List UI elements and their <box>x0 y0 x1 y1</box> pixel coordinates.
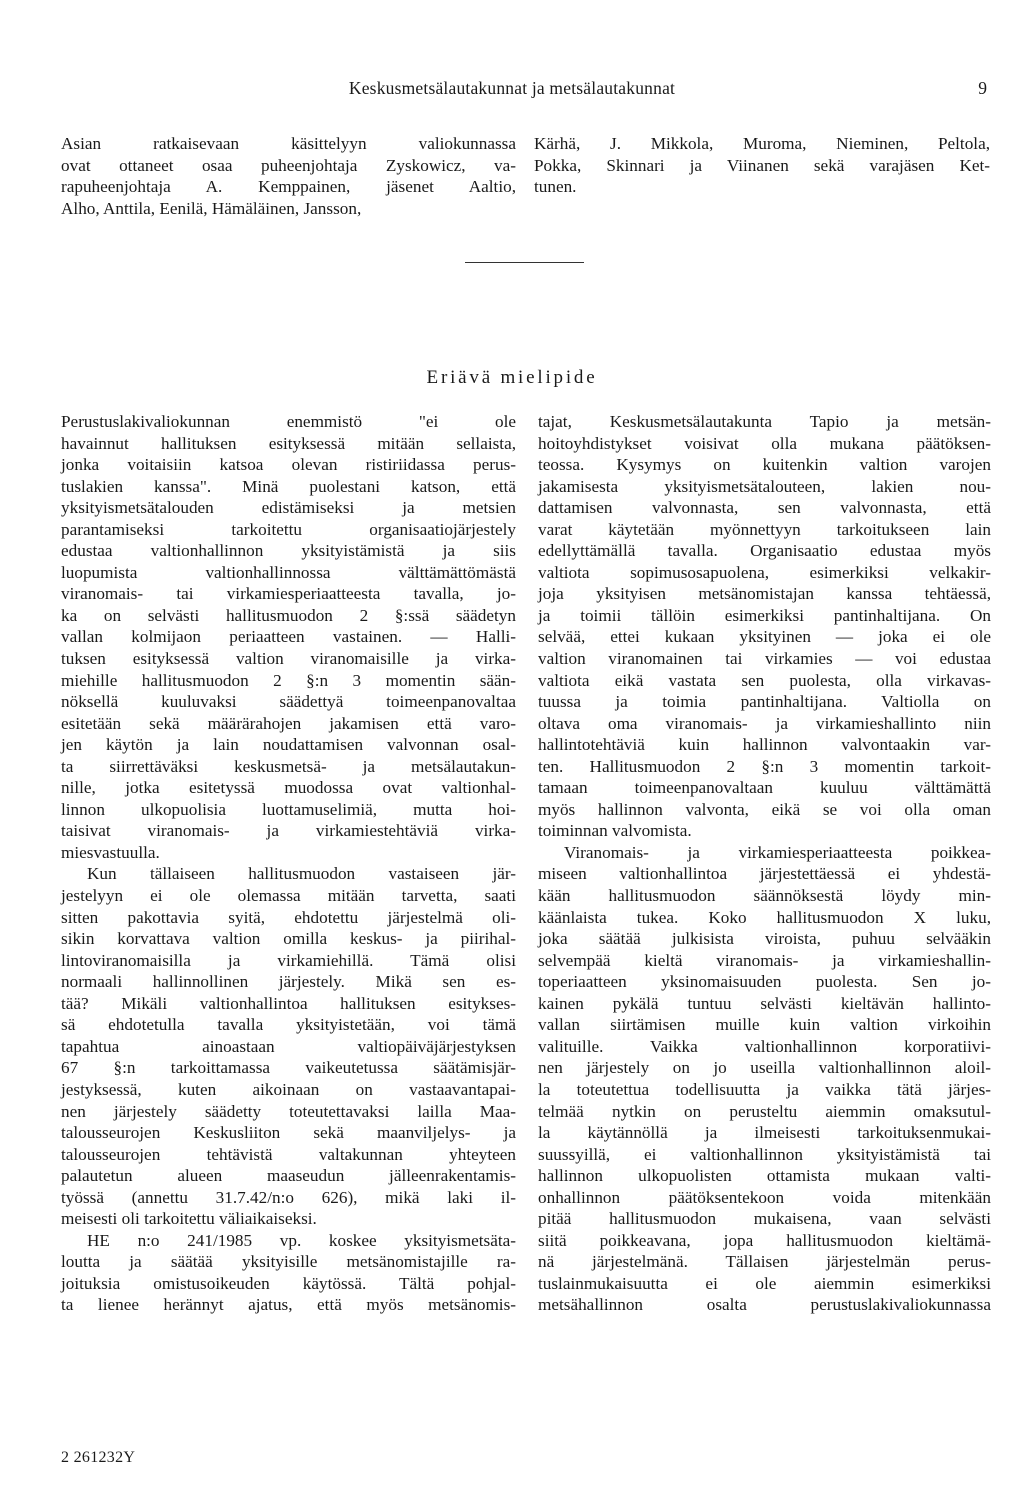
text-line: Asian ratkaisevaan käsittelyyn valiokunnassa <box>61 134 516 153</box>
text-line: jestyksessä, kuten aikoinaan on vastaavantapai- <box>61 1079 516 1099</box>
text-line: ka on selvästi hallitusmuodon 2 §:ssä säädetyn <box>61 605 516 625</box>
text-line: jakamisesta yksityismetsätalouteen, lakien nou- <box>538 476 991 496</box>
text-line: nä järjestelmänä. Tällaisen järjestelmän perus- <box>538 1252 991 1272</box>
text-line: nen järjestely säädetty toteutettavaksi lailla Maa- <box>61 1101 516 1121</box>
intro-right-column <box>534 133 990 198</box>
text-line: joituksia omistusoikeuden käytössä. Tältä pohjal- <box>61 1273 516 1293</box>
text-line: havainnut hallituksen esityksessä mitään sellaista, <box>61 433 516 453</box>
text-line: tamaan toimeenpanovaltaan kuuluu välttämättä <box>538 778 991 798</box>
text-line: HE n:o 241/1985 vp. koskee yksityismetsäta- <box>87 1230 516 1250</box>
text-line: rapuheenjohtaja A. Kemppainen, jäsenet Aaltio, <box>61 177 516 197</box>
text-line: luopumista valtionhallinnossa välttämättömästä <box>61 562 516 582</box>
text-line: varat käytetään myönnettyyn tarkoitukseen lain <box>538 519 991 539</box>
text-line: edustaa valtionhallinnon yksityistämistä ja siis <box>61 541 516 561</box>
text-line: suussyillä, ei valtionhallinnon yksityistämistä tai <box>538 1144 991 1164</box>
text-line: miesvastuulla. <box>61 842 160 862</box>
text-line: viranomais- tai virkamiesperiaatteesta tavalla, jo- <box>61 584 516 604</box>
text-line: tuslakien kanssa". Minä puolestani katson, että <box>61 476 516 496</box>
text-line: yksityismetsätalouden edistämiseksi ja metsien <box>61 498 516 518</box>
text-line: hallintotehtäviä kuin hallinnon valvontaakin var- <box>538 735 991 755</box>
text-line: tuslainmukaisuutta ei ole aiemmin esimerkiksi <box>538 1273 991 1293</box>
text-line: sä ehdotetulla tavalla yksityistetään, voi tämä <box>61 1015 516 1035</box>
text-line: kään hallitusmuodon säännöksestä löydy min- <box>538 886 991 906</box>
running-title: Keskusmetsälautakunnat ja metsälautakunnat <box>348 78 676 98</box>
text-line: talousseurojen tehtävistä valtakunnan yhteyteen <box>61 1144 516 1164</box>
text-line: siitä poikkeavana, jopa hallitusmuodon kieltämä- <box>538 1230 991 1250</box>
text-line: linnon ulkopuolisia luottamuselimiä, mutta hoi- <box>61 799 516 819</box>
text-line: tajat, Keskusmetsälautakunta Tapio ja metsän- <box>538 412 991 431</box>
text-line: hoitoyhdistykset voisivat olla mukana päätöksen- <box>538 433 991 453</box>
text-line: meisesti oli tarkoitettu väliaikaiseksi. <box>61 1209 317 1229</box>
text-line: miseen valtionhallintoa järjestettäessä ei yhdestä- <box>538 864 991 884</box>
text-line: joja yksityisen metsänomistajan kanssa tehtäessä, <box>538 584 991 604</box>
text-line: ten. Hallitusmuodon 2 §:n 3 momentin tarkoit- <box>538 756 991 776</box>
text-line: nöksellä kuuluvaksi säädettyä toimeenpanovaltaa <box>61 692 516 712</box>
text-line: nille, jotka esitetyssä muodossa ovat valtionhal- <box>61 778 516 798</box>
page-number: 9 <box>978 78 987 98</box>
text-line: valtiota sopimusosapuolena, esimerkiksi velkakir- <box>538 562 991 582</box>
text-line: parantamiseksi tarkoitettu organisaatiojärjestely <box>61 519 516 539</box>
text-line: valtiota eikä vastata sen puolesta, olla virkavas- <box>538 670 991 690</box>
text-line: pitää hallitusmuodon mukaisena, vaan selvästi <box>538 1209 991 1229</box>
text-line: Perustuslakivaliokunnan enemmistö "ei ole <box>61 412 516 431</box>
text-line: joka säätää julkisista viroista, puhuu selvääkin <box>538 929 991 949</box>
text-line: loutta ja säätää yksityisille metsänomistajille ra- <box>61 1252 516 1272</box>
text-line: tuksen esityksessä valtion viranomaisille ja virka- <box>61 649 516 669</box>
text-line: lintoviranomaisilla ja virkamiehillä. Tämä olisi <box>61 950 516 970</box>
text-line: dattamisen valvonnasta, sen valvonnasta, että <box>538 498 991 518</box>
text-line: myös hallinnon valvonta, eikä se voi olla oman <box>538 799 991 819</box>
text-line: ta siirrettäväksi keskusmetsä- ja metsälautakun- <box>61 756 516 776</box>
text-line: vallan siirtämisen muille kuin valtion virkoihin <box>538 1015 991 1035</box>
text-line: työssä (annettu 31.7.42/n:o 626), mikä laki il- <box>61 1187 516 1207</box>
text-line: ta lienee herännyt ajatus, että myös metsänomis- <box>61 1295 516 1315</box>
text-line: jestelyyn ei ole olemassa mitään tarvetta, saati <box>61 886 516 906</box>
text-line: 67 §:n tarkoittamassa vaikeutetussa säätämisjär- <box>61 1058 516 1078</box>
print-signature: 2 261232Y <box>61 1449 136 1466</box>
text-line: jen käytön ja lain noudattamisen valvonnan osal- <box>61 735 516 755</box>
text-line: taisivat viranomais- ja virkamiestehtäviä virka- <box>61 821 516 841</box>
text-line: tunen. <box>534 177 577 197</box>
text-line: vallan kolmijaon periaatteen vastainen. — Halli- <box>61 627 516 647</box>
text-line: toiminnan valvomista. <box>538 821 692 841</box>
text-line: esitetään sekä määrärahojen jakamisen että varo- <box>61 713 516 733</box>
text-line: käänlaista tukea. Koko hallitusmuodon X luku, <box>538 907 991 927</box>
text-line: metsähallinnon osalta perustuslakivaliokunnassa <box>538 1295 991 1315</box>
text-line: ovat ottaneet osaa puheenjohtaja Zyskowicz, va- <box>61 155 516 175</box>
text-line: Kun tällaiseen hallitusmuodon vastaiseen jär- <box>87 864 516 884</box>
text-line: normaali hallinnollinen järjestely. Mikä sen es- <box>61 972 516 992</box>
text-line: teossa. Kysymys on kuitenkin valtion varojen <box>538 455 991 475</box>
text-line: sikin korvattava valtion omilla keskus- ja piirihal- <box>61 929 516 949</box>
text-line: valituille. Vaikka valtionhallinnon korporatiivi- <box>538 1036 991 1056</box>
text-line: jonka voitaisiin katsoa olevan ristiriidassa perus- <box>61 455 516 475</box>
text-line: onhallinnon päätöksentekoon voida mitenkään <box>538 1187 991 1207</box>
text-line: palautetun alueen maaseudun jälleenrakentamis- <box>61 1166 516 1186</box>
text-line: ja toimii tällöin esimerkiksi pantinhaltijana. On <box>538 605 991 625</box>
text-line: Kärhä, J. Mikkola, Muroma, Nieminen, Peltola, <box>534 134 990 153</box>
text-line: oltava oma viranomais- ja virkamieshallinto niin <box>538 713 991 733</box>
text-line: kainen pykälä tuntuu selvästi kieltävän hallinto- <box>538 993 991 1013</box>
text-line: tapahtua ainoastaan valtiopäiväjärjestyksen <box>61 1036 516 1056</box>
section-divider <box>465 262 584 263</box>
text-line: Pokka, Skinnari ja Viinanen sekä varajäsen Ket- <box>534 155 990 175</box>
text-line: tuussa ja toimia pantinhaltijana. Valtiolla on <box>538 692 991 712</box>
text-line: la käytännöllä ja ilmeisesti tarkoituksenmukai- <box>538 1123 991 1143</box>
text-line: edellyttämällä tavalla. Organisaatio edustaa myös <box>538 541 991 561</box>
text-line: talousseurojen Keskusliiton sekä maanviljelys- ja <box>61 1123 516 1143</box>
text-line: la toteutettua todellisuutta ja vaikka tätä järjes- <box>538 1079 991 1099</box>
text-line: sitten pakottavia syitä, ehdotettu järjestelmä oli- <box>61 907 516 927</box>
text-line: valtion viranomainen tai virkamies — voi edustaa <box>538 649 991 669</box>
text-line: toperiaatteen yksinomaisuuden puolesta. Sen jo- <box>538 972 991 992</box>
text-line: hallinnon ulkopuolisten ottamista mukaan valti- <box>538 1166 991 1186</box>
text-line: telmää nytkin on perusteltu aiemmin omaksutul- <box>538 1101 991 1121</box>
text-line: tää? Mikäli valtionhallintoa hallituksen esitykses- <box>61 993 516 1013</box>
intro-left-column <box>61 133 516 219</box>
text-line: nen järjestely on jo useilla valtionhallinnon aloil- <box>538 1058 991 1078</box>
body-left-column <box>61 411 516 1316</box>
text-line: selvää, ettei kukaan yksityinen — joka ei ole <box>538 627 991 647</box>
text-line: Viranomais- ja virkamiesperiaatteesta poikkea- <box>564 842 991 862</box>
section-heading: Eriävä mielipide <box>426 367 598 388</box>
text-line: Alho, Anttila, Eenilä, Hämäläinen, Jansson, <box>61 198 362 218</box>
text-line: selvempää kieltä viranomais- ja virkamieshallin- <box>538 950 991 970</box>
body-right-column <box>538 411 991 1316</box>
text-line: miehille hallitusmuodon 2 §:n 3 momentin sään- <box>61 670 516 690</box>
